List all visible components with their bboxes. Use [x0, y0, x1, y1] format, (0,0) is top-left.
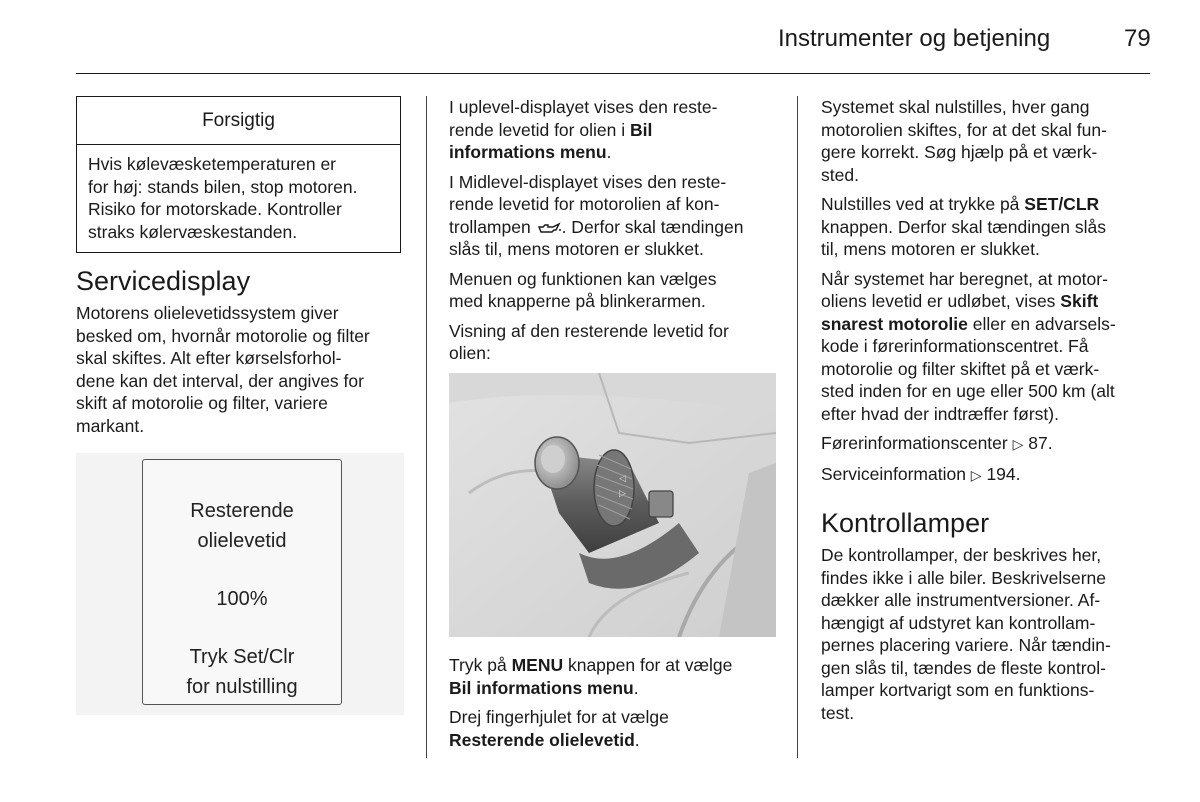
svg-text:▷: ▷	[619, 489, 626, 499]
caution-line: for høj: stands bilen, stop motoren.	[88, 176, 358, 197]
text-line: dækker alle instrumentversioner. Af-	[821, 590, 1101, 610]
display-percent: 100%	[216, 588, 268, 610]
paragraph	[821, 96, 1166, 186]
text-line: Visning af den resterende levetid for	[449, 320, 729, 341]
caution-title: Forsigtig	[77, 97, 400, 145]
header-rule	[76, 73, 1150, 74]
text-fragment: .	[606, 142, 612, 162]
page-header-title: Instrumenter og betjening	[778, 25, 1051, 52]
kontrollamper-heading: Kontrollamper	[821, 508, 990, 538]
bold-term: Bil	[629, 119, 653, 140]
oil-can-icon	[536, 222, 562, 234]
caution-text	[77, 145, 400, 243]
text-fragment: eller en advarsels-	[967, 313, 1116, 334]
paragraph	[449, 654, 789, 699]
text-line: I uplevel-displayet vises den reste-	[449, 97, 718, 117]
paragraph	[821, 268, 1166, 426]
text-line: skal skiftes. Alt efter kørselsforhol-	[76, 348, 342, 368]
paragraph	[821, 193, 1166, 261]
caution-line: Hvis kølevæsketemperaturen er	[88, 154, 336, 174]
text-line: rende levetid for olien i	[449, 119, 630, 140]
text-fragment: .	[633, 677, 639, 698]
servicedisplay-heading: Servicedisplay	[76, 266, 251, 296]
reference-page: 87.	[1028, 433, 1053, 453]
text-line: Systemet skal nulstilles, hver gang	[821, 97, 1090, 117]
bold-term: Skift	[1060, 291, 1099, 311]
text-line: I Midlevel-displayet vises den reste-	[449, 171, 727, 192]
text-line: Når systemet har beregnet, at motor-	[821, 268, 1108, 289]
text-fragment: trollampen	[449, 216, 536, 237]
text-line: knappen. Derfor skal tændingen slås	[821, 216, 1107, 237]
text-line: efter hvad der indtræffer først).	[821, 403, 1059, 424]
text-line: findes ikke i alle biler. Beskrivelserne	[821, 567, 1106, 588]
display-text: olielevetid	[197, 530, 287, 552]
paragraph	[449, 171, 789, 261]
text-line: dene kan det interval, der angives for	[76, 370, 364, 391]
bold-term: Resterende olielevetid	[449, 729, 635, 750]
servicedisplay-text	[76, 302, 416, 437]
cross-reference[interactable]	[821, 463, 1166, 487]
paragraph	[449, 320, 789, 365]
display-text: Tryk Set/Clr	[189, 646, 295, 668]
page-number: 79	[1124, 25, 1151, 52]
text-line: skift af motorolie og filter, variere	[76, 393, 328, 413]
caution-box	[76, 96, 401, 253]
middle-column-text-top	[449, 96, 789, 372]
paragraph	[449, 268, 789, 313]
text-fragment: Tryk på	[449, 655, 512, 675]
bold-term: snarest motorolie	[821, 313, 968, 334]
column-divider-right	[797, 96, 798, 758]
text-fragment: knappen for at vælge	[563, 655, 733, 675]
text-fragment: oliens levetid er udløbet, vises	[821, 291, 1061, 311]
text-line: med knapperne på blinkerarmen.	[449, 291, 706, 311]
kontrollamper-text	[821, 544, 1166, 724]
text-fragment: .	[634, 729, 640, 750]
reference-page: 194.	[986, 463, 1021, 484]
reference-label: Førerinformationscenter	[821, 433, 1008, 453]
text-line: sted.	[821, 164, 859, 185]
text-line: gen slås til, tændes de fleste kontrol-	[821, 657, 1107, 678]
text-line: motorolie og filter skiftet på et værk-	[821, 358, 1100, 379]
bold-term: SET/CLR	[1024, 194, 1100, 214]
middle-column-text-bottom	[449, 654, 789, 758]
text-line: Motorens olielevetidssystem giver	[76, 303, 339, 323]
text-line: slås til, mens motoren er slukket.	[449, 239, 704, 259]
text-line: besked om, hvornår motorolie og filter	[76, 325, 370, 346]
text-line: kode i førerinformationscentret. Få	[821, 336, 1089, 356]
paragraph	[449, 96, 789, 164]
paragraph	[449, 706, 789, 751]
page-reference-arrow-icon: ▷	[970, 466, 982, 483]
bold-term: informations menu	[449, 142, 607, 162]
cross-reference[interactable]	[821, 432, 1166, 456]
reference-label: Serviceinformation	[821, 463, 966, 484]
svg-text:◁: ◁	[619, 474, 626, 484]
text-line: Menuen og funktionen kan vælges	[449, 268, 717, 289]
column-divider-left	[426, 96, 427, 758]
text-line: gere korrekt. Søg hjælp på et værk-	[821, 142, 1098, 162]
display-screen	[142, 459, 342, 705]
caution-line: straks kølervæskestanden.	[88, 221, 298, 242]
text-fragment: Nulstilles ved at trykke på	[821, 194, 1025, 214]
right-column-text	[821, 96, 1166, 493]
text-line: sted inden for en uge eller 500 km (alt	[821, 381, 1115, 401]
text-line: motorolien skiftes, for at det skal fun-	[821, 119, 1107, 140]
text-line: test.	[821, 702, 855, 723]
text-line: lamper kortvarigt som en funktions-	[821, 680, 1095, 700]
text-line: til, mens motoren er slukket.	[821, 239, 1040, 259]
display-text: Resterende	[190, 500, 294, 522]
text-line: pernes placering variere. Når tændin-	[821, 635, 1111, 655]
page-reference-arrow-icon: ▷	[1012, 436, 1024, 452]
turn-signal-stalk-illustration	[449, 373, 776, 637]
text-line: markant.	[76, 415, 145, 436]
text-line: Drej fingerhjulet for at vælge	[449, 707, 669, 727]
text-line: hængigt af udstyret kan kontrollam-	[821, 612, 1096, 633]
service-display-illustration	[76, 453, 404, 715]
text-line: olien:	[449, 343, 491, 363]
bold-term: MENU	[511, 655, 564, 675]
text-line: De kontrollamper, der beskrives her,	[821, 545, 1102, 565]
caution-line: Risiko for motorskade. Kontroller	[88, 199, 342, 219]
text-line: rende levetid for motorolien af kon-	[449, 194, 720, 214]
bold-term: Bil informations menu	[449, 677, 634, 698]
text-fragment: . Derfor skal tændingen	[561, 216, 744, 237]
display-text: for nulstilling	[186, 676, 298, 698]
